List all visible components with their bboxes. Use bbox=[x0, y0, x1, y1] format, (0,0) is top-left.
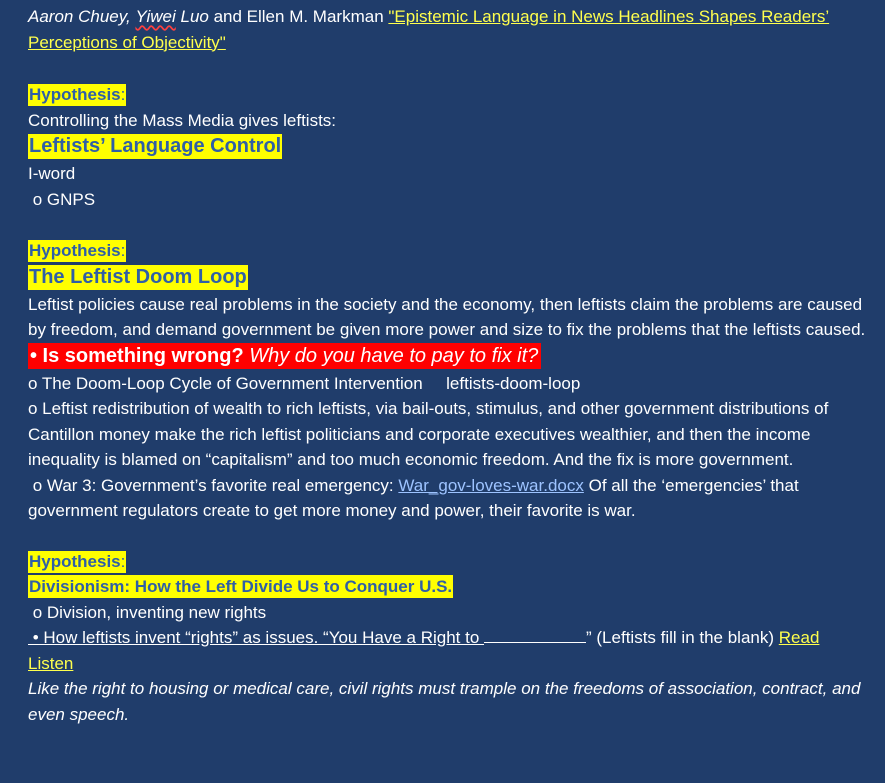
doom-loop-tag: leftists-doom-loop bbox=[446, 373, 581, 393]
hypothesis-label: Hypothesis: bbox=[29, 551, 126, 571]
section1-intro: Controlling the Mass Media gives leftists: bbox=[28, 110, 337, 130]
section3-listen-row bbox=[28, 651, 885, 677]
section1-title: Leftists’ Language Control bbox=[29, 135, 282, 157]
section1-hypothesis bbox=[28, 82, 885, 108]
section2-paragraph: Leftist policies cause real problems in the society and the economy, then leftists claim the problems are caused by freedom, and demand government be given more power and size to fix the problems that the leftists caused. bbox=[28, 294, 866, 339]
citation-line-1 bbox=[28, 4, 885, 30]
section2-item-1: o The Doom-Loop Cycle of Government Intervention leftists-doom-loop bbox=[28, 373, 581, 393]
section2-hypothesis bbox=[28, 238, 885, 264]
section3-title: Divisionism: How the Left Divide Us to Conquer U.S. bbox=[29, 577, 453, 596]
section2-title-row bbox=[28, 264, 885, 292]
spacer bbox=[28, 524, 885, 549]
section3-item-1: o Division, inventing new rights bbox=[28, 602, 267, 622]
fill-in-blank bbox=[484, 628, 586, 643]
spacer bbox=[28, 55, 885, 82]
citation-authors-italic-2: Yiwei bbox=[135, 7, 176, 26]
citation-authors-italic-1: Aaron Chuey, bbox=[28, 7, 131, 26]
citation-authors-italic-3: Luo bbox=[175, 7, 209, 26]
hypothesis-label: Hypothesis: bbox=[29, 241, 126, 260]
section1-title-row bbox=[28, 133, 885, 161]
red-callout: • Is something wrong? Why do you have to pay to fix it? bbox=[28, 343, 541, 369]
section3-title-row bbox=[28, 574, 885, 600]
hypothesis-label: Hypothesis: bbox=[29, 85, 126, 104]
read-link[interactable]: Read bbox=[778, 628, 820, 647]
section1-item-2: o GNPS bbox=[28, 189, 96, 209]
section3-item-2: • How leftists invent “rights” as issues. “You Have a Right to ” (Leftists fill in the blank) Read bbox=[28, 628, 820, 647]
section3-hypothesis bbox=[28, 549, 885, 575]
citation-link[interactable]: "Epistemic Language in News Headlines Shapes Readers’ bbox=[388, 7, 830, 26]
citation-authors-plain: and Ellen M. Markman bbox=[208, 7, 389, 26]
section2-item-3: o War 3: Government’s favorite real emergency: War_gov-loves-war.docx Of all the ‘emergencies’ that government regulators create to get more money and power, their favorite is war. bbox=[28, 475, 799, 520]
section2-red-callout-row bbox=[28, 343, 885, 371]
section3-italic-paragraph: Like the right to housing or medical care, civil rights must trample on the freedoms of association, contract, and even speech. bbox=[28, 679, 861, 724]
citation-line-2 bbox=[28, 30, 885, 56]
listen-link[interactable]: Listen bbox=[28, 653, 74, 673]
spacer bbox=[28, 212, 885, 238]
citation-link-cont[interactable]: Perceptions of Objectivity" bbox=[28, 32, 226, 52]
section1-item-1: I-word bbox=[28, 164, 76, 183]
section2-item-2: o Leftist redistribution of wealth to rich leftists, via bail-outs, stimulus, and other government distributions of Cantillon money make the rich leftist politicians and corporate executives wealthier, and then the income inequality is blamed on “capitalism” and too much economic freedom. And the fix is more government. bbox=[28, 399, 829, 469]
section2-title: The Leftist Doom Loop bbox=[29, 265, 247, 288]
war-doc-link[interactable]: War_gov-loves-war.docx bbox=[398, 475, 584, 495]
